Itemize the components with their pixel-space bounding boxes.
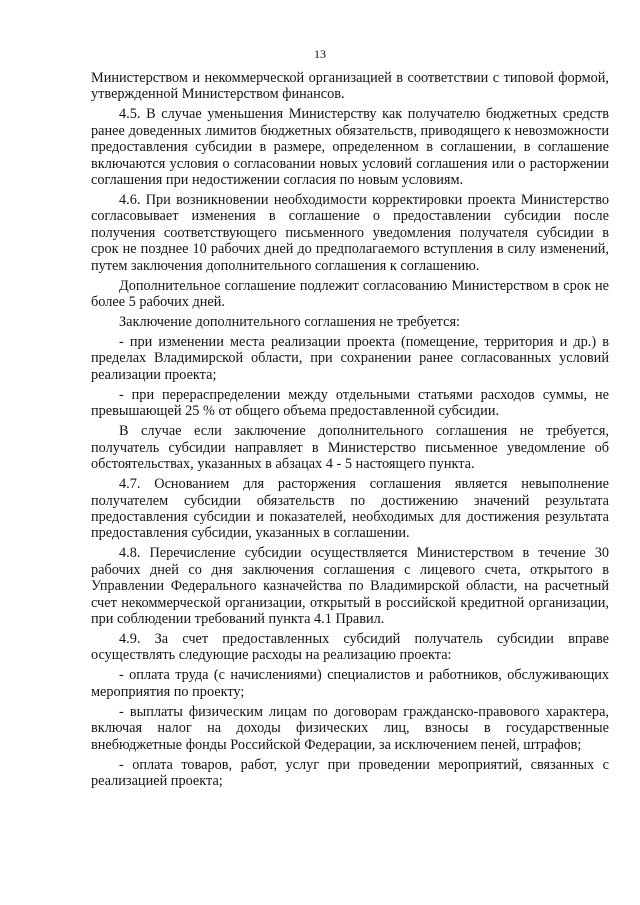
page-number: 13 — [314, 47, 326, 61]
paragraph-not-required: Заключение дополнительного соглашения не требуется: — [119, 314, 460, 331]
list-item-labor-payment: - оплата труда (с начислениями) специалистов и работников, обслуживающих мероприятия по проекту; — [91, 667, 609, 700]
paragraph-4-9: 4.9. За счет предоставленных субсидий получатель субсидии вправе осуществлять следующие расходы на реализацию проекта: — [91, 630, 609, 664]
list-item-redistribution: - при перераспределении между отдельными статьями расходов суммы, не превышающей 25 % от общего объема предоставленной субсидии. — [91, 386, 609, 420]
list-item-location-change: - при изменении места реализации проекта (помещение, территория и др.) в пределах Владимирской области, при сохранении ранее согласованных условий реализации проекта; — [91, 334, 609, 383]
paragraph-continuation: Министерством и некоммерческой организацией в соответствии с типовой формой, утвержденной Министерством финансов. — [91, 70, 609, 103]
paragraph-4-7: 4.7. Основанием для расторжения соглашения является невыполнение получателем субсидии обязательств по достижению значений результата предоставления субсидии и показателей, необходимых для достижения результата предоставления субсидии, указанных в соглашении. — [91, 476, 609, 542]
paragraph-notification: В случае если заключение дополнительного соглашения не требуется, получатель субсидии направляет в Министерство письменное уведомление об обстоятельствах, указанных в абзацах 4 - 5 настоящего пункта. — [91, 423, 609, 473]
list-item-individual-payments: - выплаты физическим лицам по договорам гражданско-правового характера, включая налог на доходы физических лиц, взносы в государственные внебюджетные фонды Российской Федерации, за исключением пеней, штрафов; — [91, 703, 609, 753]
paragraph-4-6: 4.6. При возникновении необходимости корректировки проекта Министерство согласовывает изменения в соглашение о предоставлении субсидии после получения соответствующего письменного уведомления получателя субсидии в срок не позднее 10 рабочих дней до предполагаемого вступления в силу изменений, путем заключения дополнительного соглашения к соглашению. — [91, 192, 609, 274]
paragraph-4-8: 4.8. Перечисление субсидии осуществляется Министерством в течение 30 рабочих дней со дня заключения соглашения с лицевого счета, открытого в Управлении Федерального казначейства по Владимирской области, на расчетный счет некоммерческой организации, открытый в российской кредитной организации, при соблюдении требований пункта 4.1 Правил. — [91, 545, 609, 627]
list-item-goods-services: - оплата товаров, работ, услуг при проведении мероприятий, связанных с реализацией проекта; — [91, 756, 609, 789]
paragraph-supplementary-agreement: Дополнительное соглашение подлежит согласованию Министерством в срок не более 5 рабочих дней. — [91, 277, 609, 311]
document-body — [91, 70, 609, 793]
paragraph-4-5: 4.5. В случае уменьшения Министерству как получателю бюджетных средств ранее доведенных лимитов бюджетных обязательств, приводящего к невозможности предоставления субсидии в размере, определенном в соглашении, в соглашение включаются условия о согласовании новых условий соглашения или о расторжении соглашения при недостижении согласия по новым условиям. — [91, 106, 609, 189]
